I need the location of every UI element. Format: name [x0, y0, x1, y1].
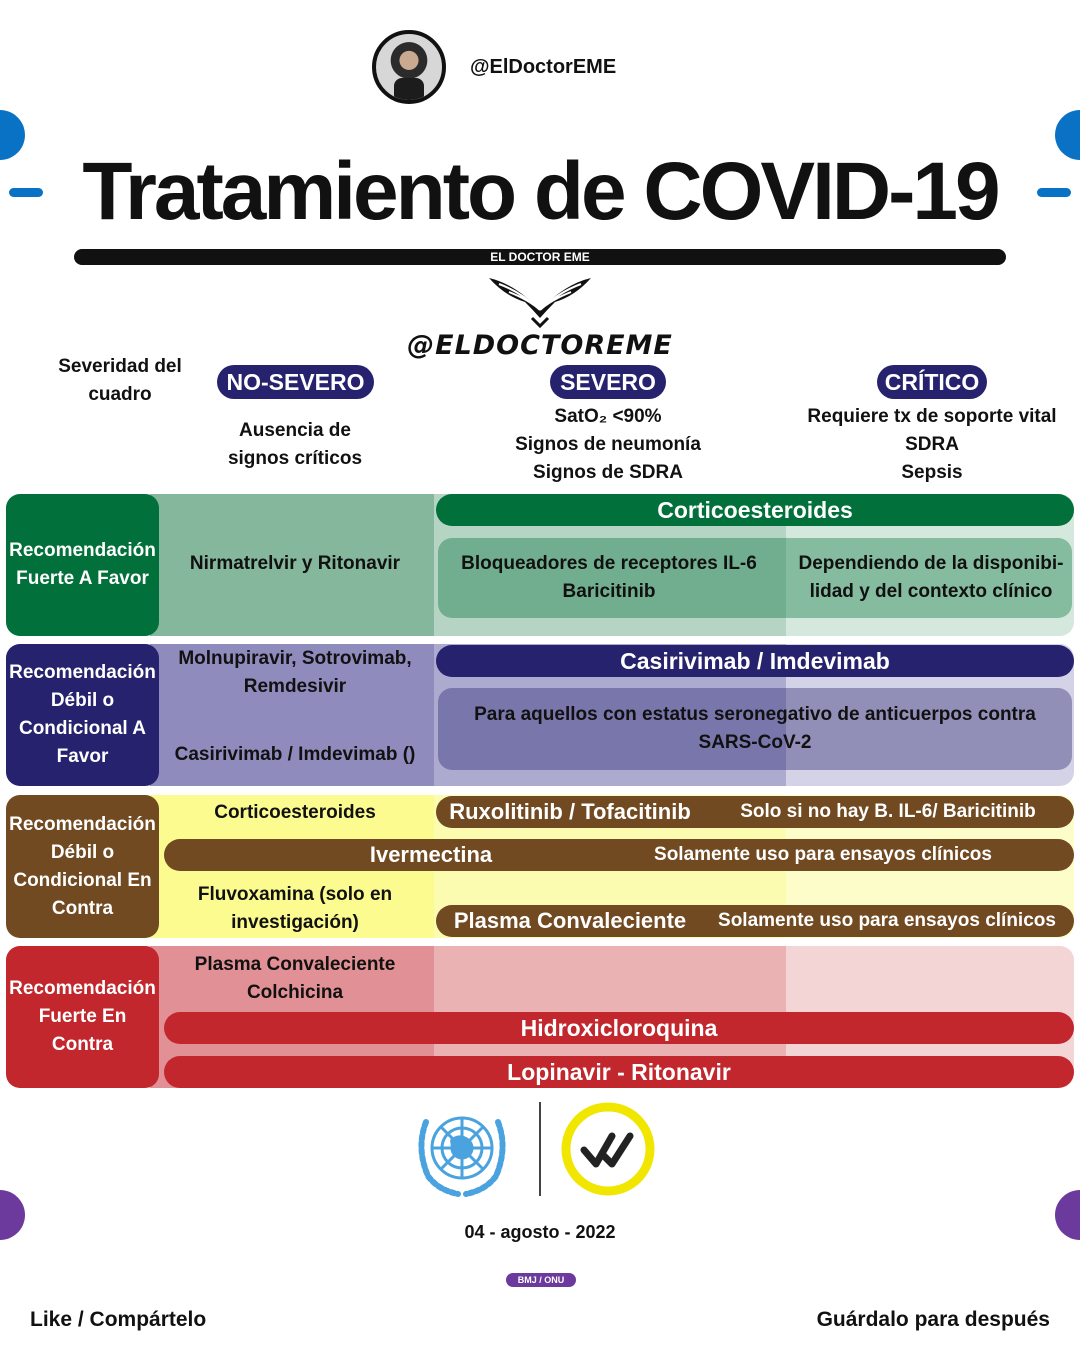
bar-note: Solamente uso para ensayos clínicos: [718, 910, 1056, 931]
bar-label: Corticoesteroides: [657, 496, 853, 523]
bar-lopinavir: [164, 1056, 1074, 1088]
nonsevere-strong-against-drugs: Plasma Convaleciente Colchicina: [194, 954, 396, 1003]
row-label-strong-against: Recomendación Fuerte En Contra: [6, 946, 159, 1088]
badge-critico: CRÍTICO: [877, 365, 987, 399]
publication-date: 04 - agosto - 2022: [464, 1222, 616, 1242]
bar-ruxolitinib: [436, 796, 1074, 828]
desc-line: Requiere tx de soporte vital: [807, 406, 1057, 427]
desc-line: SDRA: [905, 434, 959, 455]
bar-note: Solo si no hay B. IL-6/ Baricitinib: [740, 801, 1036, 822]
no-severo-description: [175, 417, 415, 473]
bar-label: Hidroxicloroquina: [520, 1014, 718, 1041]
badge-no-severo: NO-SEVERO: [217, 365, 374, 399]
seronegative-note: Para aquellos con estatus seronegativo de anticuerpos contra SARS-CoV-2: [474, 704, 1036, 753]
bar-hidroxicloroquina: [164, 1012, 1074, 1044]
desc-line: Signos de SDRA: [533, 462, 683, 483]
bar-note: Solamente uso para ensayos clínicos: [654, 844, 992, 865]
bar-label: Ruxolitinib / Tofacitinib: [449, 799, 691, 824]
desc-line: SatO₂ <90%: [554, 406, 662, 427]
severity-label: Severidad del cuadro: [58, 356, 182, 405]
author-handle[interactable]: @ElDoctorEME: [470, 56, 617, 78]
avatar[interactable]: [372, 30, 446, 104]
critical-strong-for-note: Dependiendo de la disponibi- lidad y del contexto clínico: [798, 553, 1064, 602]
bar-casirivimab: [436, 645, 1074, 677]
severe-strong-for-drugs: Bloqueadores de receptores IL-6 Baricitinib: [461, 553, 757, 602]
bar-corticoesteroides: [436, 494, 1074, 526]
row-label-weak-for: Recomendación Débil o Condicional A Favor: [6, 644, 159, 786]
bar-label: Ivermectina: [369, 842, 493, 867]
desc-line: signos críticos: [227, 448, 363, 469]
brand-emblem: [485, 270, 595, 328]
nonsevere-weak-for-drugs-1: Molnupiravir, Sotrovimab, Remdesivir: [178, 648, 412, 697]
row-label-weak-against: Recomendación Débil o Condicional En Contra: [6, 795, 159, 938]
nonsevere-weak-against-drug-2: Fluvoxamina (solo en investigación): [197, 884, 393, 933]
desc-line: Ausencia de: [239, 420, 351, 441]
critico-description: [782, 403, 1080, 487]
un-logo: [406, 1102, 518, 1198]
badge-severo: SEVERO: [550, 365, 666, 399]
desc-line: Signos de neumonía: [515, 434, 701, 455]
nonsevere-weak-for-drugs-2: Casirivimab / Imdevimab (): [174, 744, 416, 765]
nonsevere-strong-for-drug: Nirmatrelvir y Ritonavir: [189, 553, 401, 574]
brand-logo-text: @ELDOCTOREME: [407, 330, 673, 361]
brand-label: EL DOCTOR EME: [440, 250, 640, 264]
logo-divider: [539, 1102, 541, 1196]
page-title: Tratamiento de COVID-19: [82, 146, 998, 237]
bar-label: Casirivimab / Imdevimab: [620, 647, 890, 674]
save-for-later-text[interactable]: Guárdalo para después: [816, 1308, 1050, 1331]
bar-ivermectina: [164, 839, 1074, 871]
bar-plasma-convaleciente: [436, 905, 1074, 937]
bar-label: Plasma Convaleciente: [453, 908, 687, 933]
bar-label: Lopinavir - Ritonavir: [507, 1058, 731, 1085]
source-badge: BMJ / ONU: [506, 1273, 576, 1287]
desc-line: Sepsis: [901, 462, 963, 483]
nonsevere-weak-against-drug-1: Corticoesteroides: [214, 802, 376, 823]
row-label-strong-for: Recomendación Fuerte A Favor: [6, 494, 159, 636]
like-share-text[interactable]: Like / Compártelo: [30, 1308, 207, 1331]
check-logo: [558, 1102, 658, 1198]
severo-description: [470, 403, 746, 487]
